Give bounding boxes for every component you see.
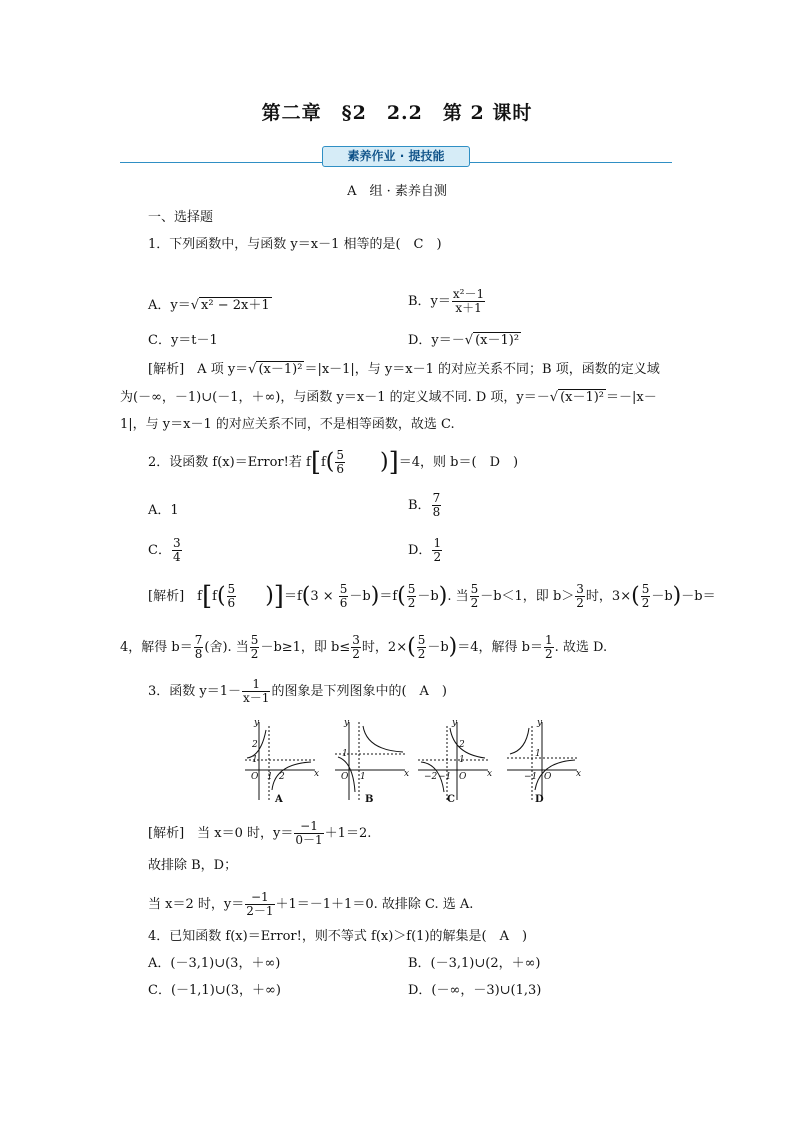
q2-b-num: 7 xyxy=(432,491,441,505)
q2-option-a: A．1 xyxy=(148,503,179,518)
q2-sol-text: (舍). 当 xyxy=(204,640,249,655)
q2-c-label: C． xyxy=(148,543,171,558)
q4-stem: 4．已知函数 f(x)＝Error!，则不等式 f(x)＞f(1)的解集是( A ) xyxy=(148,929,528,944)
graph-c-x-label: x xyxy=(487,769,493,779)
q2-d-num: 1 xyxy=(433,536,442,550)
graph-d-origin: O xyxy=(544,772,552,782)
graph-c xyxy=(418,722,488,800)
q1-a-radicand: x² − 2x＋1 xyxy=(201,298,270,313)
page-title: 第二章 §2 2.2 第 2 课时 xyxy=(261,102,533,124)
q2-num: 5 xyxy=(407,582,416,596)
q2-sol-text: －b＝ xyxy=(681,589,716,604)
q2-sol-text: f xyxy=(197,589,202,604)
q1-option-b xyxy=(408,288,486,315)
q2-den: 2 xyxy=(352,647,360,661)
graph-c-y-label: y xyxy=(452,718,458,728)
graph-b-caption: B xyxy=(365,794,374,805)
q1-solution-line3: 1|，与 y＝x－1 的对应关系不同，不是相等函数，故选 C. xyxy=(120,417,455,432)
q4-option-b: B．(－3,1)∪(2，＋∞) xyxy=(408,956,541,971)
q1-b-label: B．y＝ xyxy=(408,294,451,309)
graph-c-tick: 1 xyxy=(459,755,465,765)
graph-d-curve-left xyxy=(510,728,529,754)
q2-sol-text: 时，3× xyxy=(585,589,632,604)
q2-den: 2 xyxy=(250,647,259,661)
q1-solution-line1: [解析] A 项 y＝√ (x－1)² ＝|x－1|，与 y＝x－1 的对应关系不同；B 项，函数的定义域 xyxy=(148,362,660,377)
q2-sol-text: －b xyxy=(349,589,371,604)
q2-stem-text: 2．设函数 f(x)＝Error!若 f xyxy=(148,455,311,470)
q2-num: 5 xyxy=(339,582,348,596)
q2-sol-text: 3 × xyxy=(310,589,334,604)
q2-num: 1 xyxy=(544,633,553,647)
graph-d-caption: D xyxy=(535,794,544,805)
q2-c-den: 4 xyxy=(172,550,181,564)
q2-stem-fraction xyxy=(335,449,345,476)
q2-den: 6 xyxy=(336,462,345,476)
q3-den: 0－1 xyxy=(295,833,323,847)
graph-a-curve-right xyxy=(272,762,311,790)
q1-stem: 1．下列函数中，与函数 y＝x－1 相等的是( C ) xyxy=(148,237,442,252)
q3-sol-text: ＋1＝2. xyxy=(324,826,372,841)
q2-sol-text: －b xyxy=(427,640,449,655)
section-heading: 一、选择题 xyxy=(148,210,214,225)
graph-a-y-label: y xyxy=(254,718,260,728)
graph-c-caption: C xyxy=(447,794,455,805)
q2-sol-text: 时，2× xyxy=(361,640,408,655)
q4-option-c: C．(－1,1)∪(3，＋∞) xyxy=(148,983,281,998)
q2-den: 2 xyxy=(544,647,553,661)
q3-stem-text: 的图象是下列图象中的( A ) xyxy=(271,684,447,699)
section-badge: 素养作业 · 提技能 xyxy=(322,146,470,167)
graph-b-y-label: y xyxy=(344,718,350,728)
q2-num: 5 xyxy=(470,582,479,596)
graph-b-tick: 1 xyxy=(342,749,348,759)
graph-b-curve-right xyxy=(363,726,403,752)
q2-den: 2 xyxy=(417,647,426,661)
q1-b-fraction xyxy=(452,288,485,315)
graph-a-origin: O xyxy=(251,772,259,782)
q1-sol-radicand: (x－1)² xyxy=(560,390,605,405)
graph-a-x-label: x xyxy=(314,769,320,779)
q2-num: 3 xyxy=(576,582,584,596)
graph-d-y-label: y xyxy=(537,718,543,728)
graph-d-tick: −1 xyxy=(524,772,538,782)
graph-c-origin: O xyxy=(459,772,467,782)
graph-a-tick: 2 xyxy=(279,772,285,782)
graph-a-tick: 1 xyxy=(267,772,273,782)
q2-b-label: B． xyxy=(408,498,431,513)
q2-num: 7 xyxy=(194,633,203,647)
q2-den: 8 xyxy=(194,647,203,661)
graph-b-origin: O xyxy=(341,772,349,782)
q3-sol-text: ＋1＝－1＋1＝0. 故排除 C. 选 A. xyxy=(275,897,474,912)
q1-sol-radicand: (x－1)² xyxy=(258,362,303,377)
q1-option-d: D．y＝－√ (x－1)² xyxy=(408,333,520,348)
q1-d-radicand: (x－1)² xyxy=(475,333,520,348)
q2-option-d xyxy=(408,537,443,564)
q1-solution-tag: [解析] xyxy=(148,362,185,377)
graph-a-tick: 1 xyxy=(252,755,258,765)
q2-sol-text: . 故选 D. xyxy=(554,640,608,655)
q3-solution-line2: 故排除 B，D； xyxy=(148,858,238,873)
graph-d-curve-right xyxy=(535,760,575,790)
q1-option-a: A．y＝√ x² − 2x＋1 xyxy=(148,298,270,313)
graph-c-tick: 2 xyxy=(459,740,465,750)
q2-num: 5 xyxy=(417,633,426,647)
q3-num: 1 xyxy=(242,678,270,692)
q2-num: 3 xyxy=(352,633,360,647)
q2-den: 2 xyxy=(641,596,650,610)
q3-solution-tag: [解析] xyxy=(148,826,185,841)
q3-stem-text: 3．函数 y＝1－ xyxy=(148,684,242,699)
q2-den: 2 xyxy=(576,596,584,610)
q3-solution-line3 xyxy=(148,891,473,918)
q2-sol-text: . 当 xyxy=(447,589,469,604)
q1-solution-line2: 为(－∞，－1)∪(－1，＋∞)，与函数 y＝x－1 的定义域不同. D 项，y＝－√ (x－1)² ＝－|x－ xyxy=(120,390,657,405)
q2-sol-text: －b xyxy=(417,589,439,604)
q2-solution-tag: [解析] xyxy=(148,589,185,604)
q2-b-den: 8 xyxy=(432,505,441,519)
graph-b-tick: 1 xyxy=(360,772,366,782)
q3-solution-line1 xyxy=(148,820,371,847)
q3-den: x－1 xyxy=(243,691,270,705)
q4-option-a: A．(－3,1)∪(3，＋∞) xyxy=(148,956,281,971)
q2-sol-text: ＝f xyxy=(283,589,302,604)
graph-c-tick: −2 xyxy=(424,772,438,782)
graph-b xyxy=(335,722,405,800)
q1-b-num: x²－1 xyxy=(452,287,485,301)
q2-num: 5 xyxy=(227,582,236,596)
q3-num: −1 xyxy=(245,891,274,905)
q2-stem-text: ＝4，则 b＝( D ) xyxy=(398,455,519,470)
q2-num: 5 xyxy=(336,448,345,462)
q2-solution-line1: [解析] f[f( $\frac{5}{6}$ )]＝f(3 × $\frac{5}{6}$ －b)＝f( $\frac{5}{2}$ －b). 当 $\frac{5}{2}$ －b＜1，即 b＞ $\frac{3}{2}$ 时，3×( $\frac{5}{2}$ －b)－b＝ xyxy=(148,581,716,612)
q2-d-label: D． xyxy=(408,543,432,558)
q4-option-d: D．(－∞，－3)∪(1,3) xyxy=(408,983,542,998)
q2-solution-line2: 4，解得 b＝ $\frac{7}{8}$ (舍). 当 $\frac{5}{2}$ －b≥1，即 b≤ $\frac{3}{2}$ 时，2×( $\frac{5}{2}$ －b)＝4，解得 b＝ $\frac{1}{2}$ . 故选 D. xyxy=(120,633,608,661)
group-heading: A 组 · 素养自测 xyxy=(347,184,447,199)
graph-d xyxy=(507,722,577,800)
q2-num: 5 xyxy=(250,633,259,647)
q2-d-den: 2 xyxy=(433,550,442,564)
q1-b-den: x＋1 xyxy=(455,301,482,315)
q3-stem xyxy=(148,678,447,705)
q3-num: −1 xyxy=(294,820,323,834)
q1-sol-text: ＝|x－1|，与 y＝x－1 的对应关系不同；B 项，函数的定义域 xyxy=(304,362,660,377)
q3-sol-text: 当 x＝0 时，y＝ xyxy=(197,826,294,841)
q2-den: 6 xyxy=(227,596,236,610)
graph-c-curve-right xyxy=(450,728,485,758)
q2-option-c xyxy=(148,537,183,564)
graph-b-x-label: x xyxy=(404,769,410,779)
graph-d-tick: 1 xyxy=(535,749,541,759)
q2-sol-text: －b xyxy=(651,589,673,604)
q3-den: 2－1 xyxy=(246,904,274,918)
graph-a-tick: 2 xyxy=(252,740,258,750)
q1-option-c: C．y＝t－1 xyxy=(148,333,218,348)
q3-graphs xyxy=(235,712,595,808)
q2-den: 2 xyxy=(470,596,479,610)
q2-sol-text: ＝f xyxy=(379,589,398,604)
q2-num: 5 xyxy=(641,582,650,596)
q2-sol-text: 4，解得 b＝ xyxy=(120,640,193,655)
q2-sol-text: －b＜1，即 b＞ xyxy=(480,589,575,604)
q2-sol-text: ＝4，解得 b＝ xyxy=(457,640,543,655)
q1-a-label: A．y＝ xyxy=(148,298,191,313)
q3-sol-text: 当 x＝2 时，y＝ xyxy=(148,897,245,912)
q2-den: 6 xyxy=(339,596,348,610)
q2-den: 2 xyxy=(407,596,416,610)
q1-sol-text: 为(－∞，－1)∪(－1，＋∞)，与函数 y＝x－1 的定义域不同. D 项，y＝－ xyxy=(120,390,550,405)
q1-sol-text: ＝－|x－ xyxy=(606,390,657,405)
graph-a-caption: A xyxy=(275,794,283,805)
graph-c-tick: −1 xyxy=(438,772,452,782)
q2-sol-text: －b≥1，即 b≤ xyxy=(260,640,351,655)
q1-sol-text: A 项 y＝ xyxy=(197,362,249,377)
q2-option-b xyxy=(408,492,442,519)
q2-stem: 2．设函数 f(x)＝Error!若 f[f( $\frac{5}{6}$ )]＝4，则 b＝( D ) xyxy=(148,447,519,478)
q1-d-label: D．y＝－ xyxy=(408,333,465,348)
graph-d-x-label: x xyxy=(576,769,582,779)
q2-c-num: 3 xyxy=(172,536,181,550)
